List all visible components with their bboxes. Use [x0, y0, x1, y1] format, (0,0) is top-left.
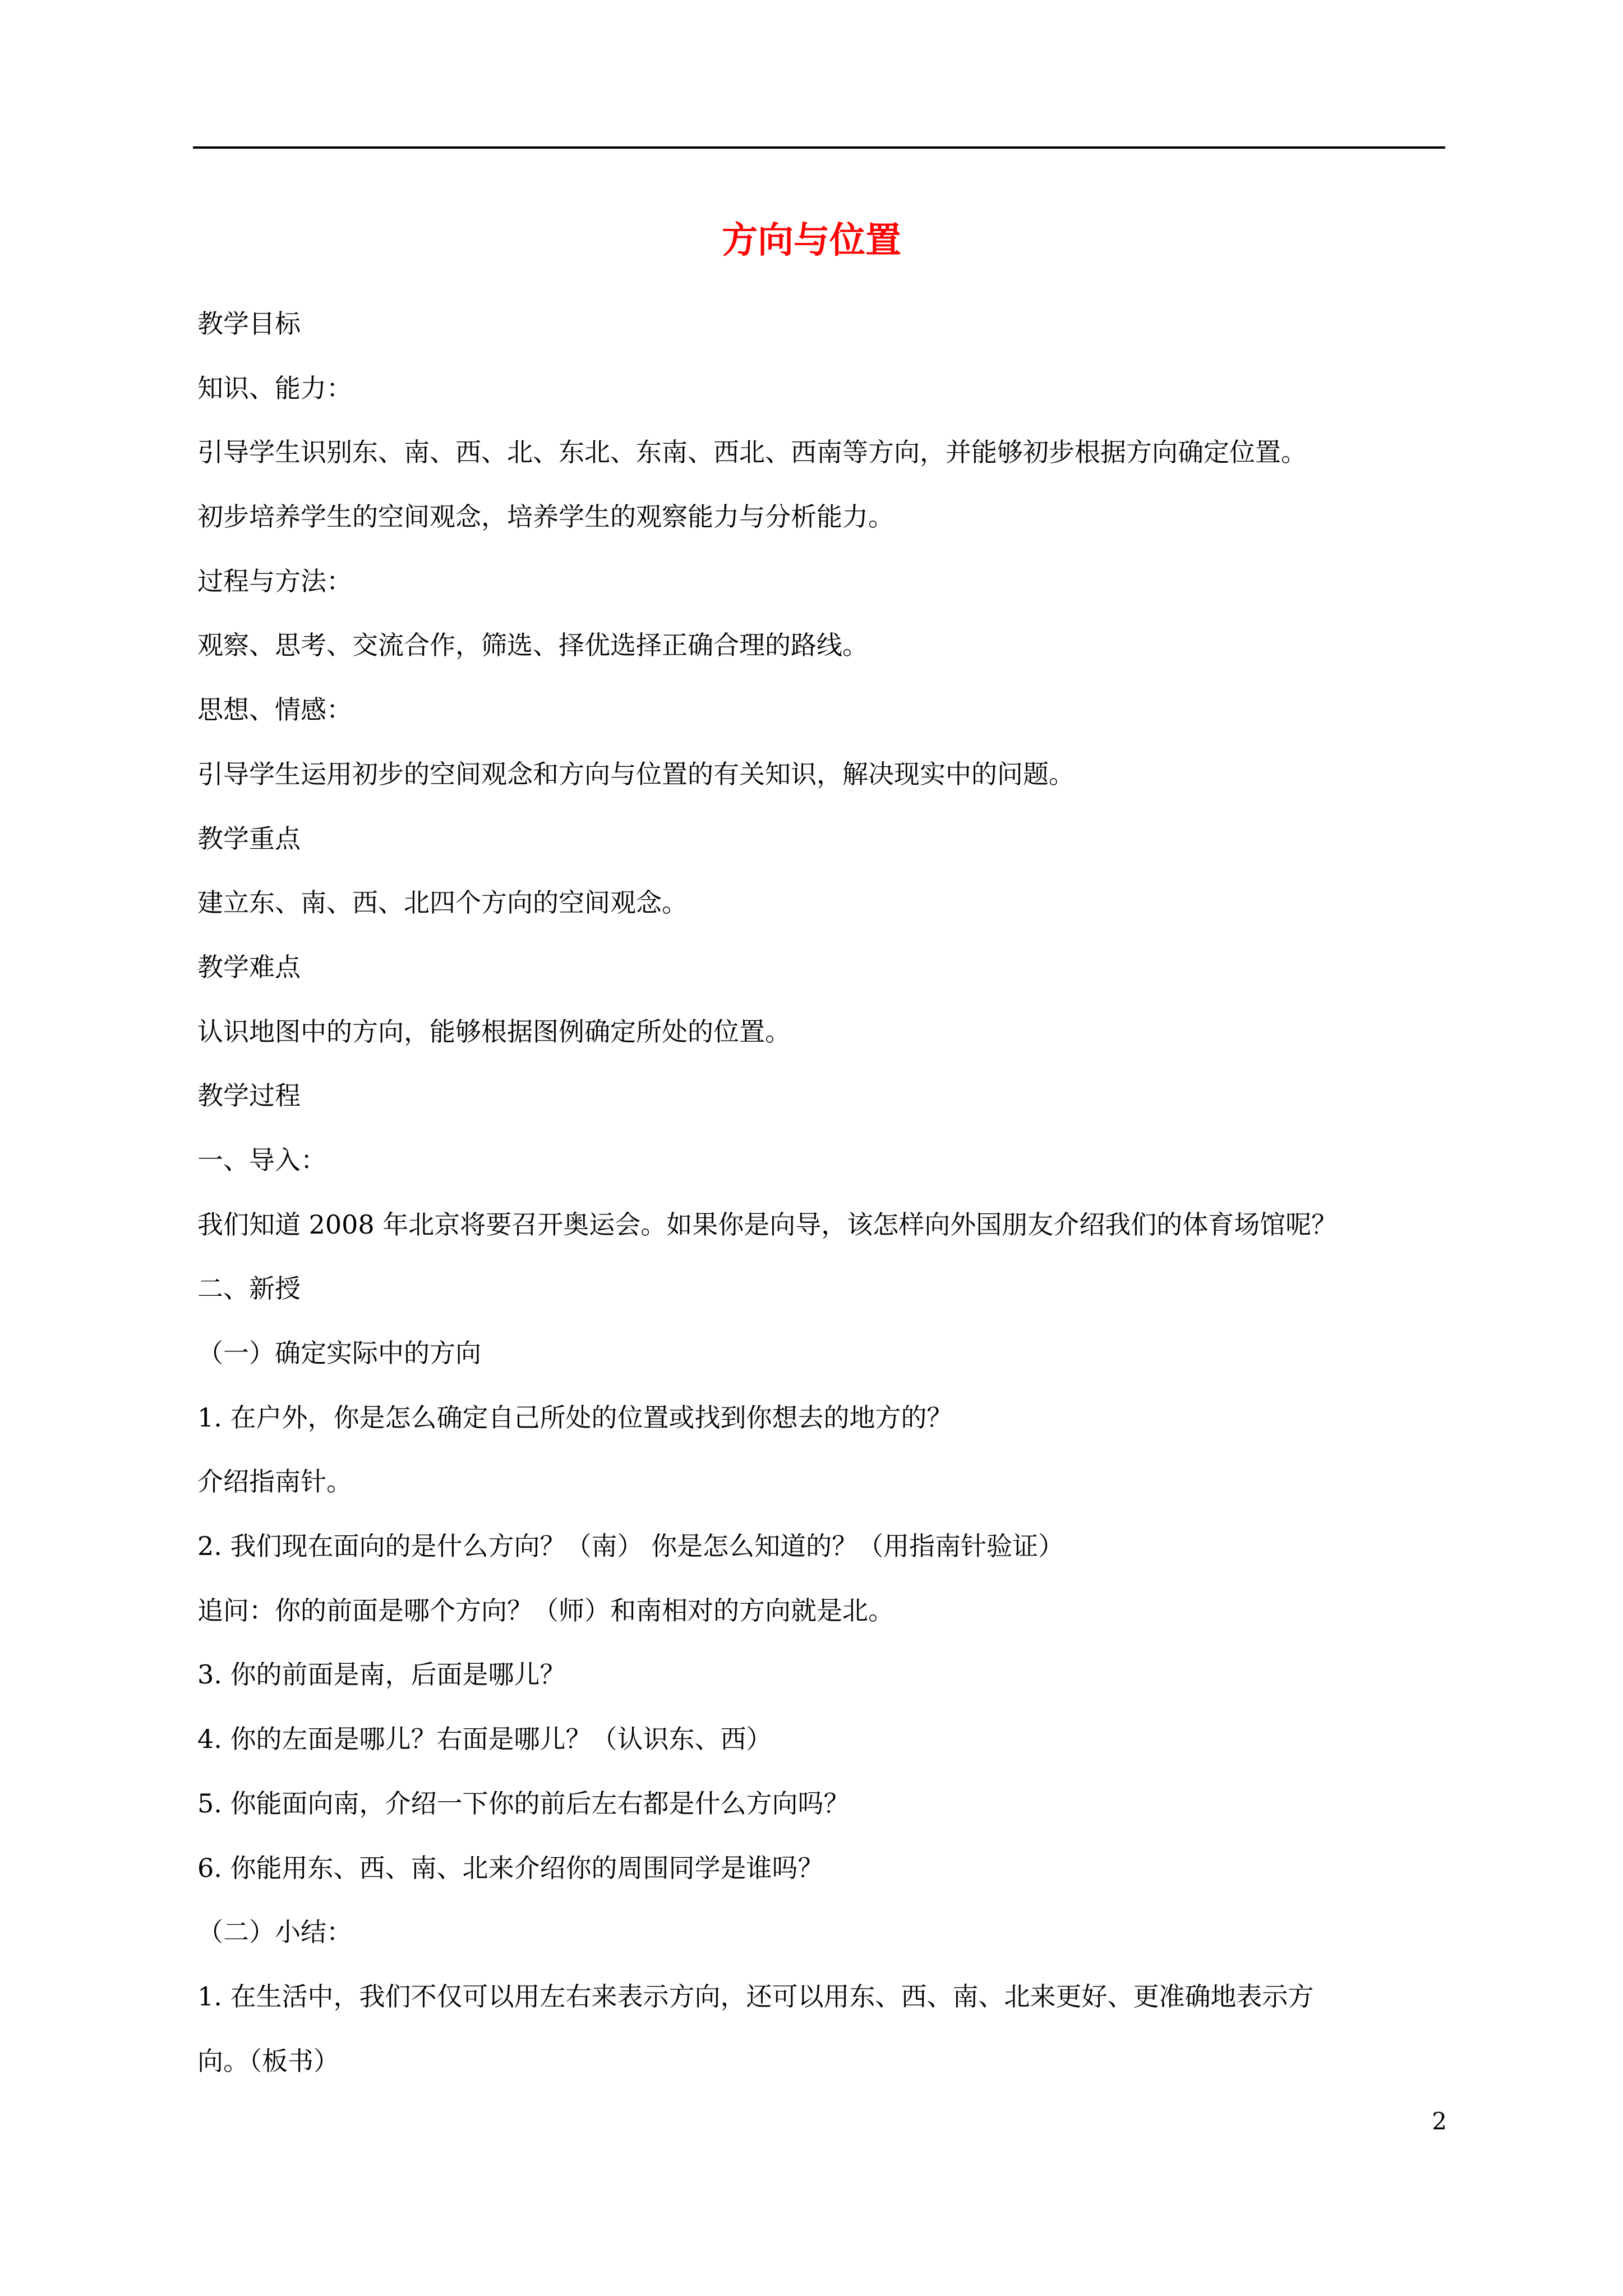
paragraph-line: 认识地图中的方向，能够根据图例确定所处的位置。 — [197, 1016, 791, 1047]
section-heading-process: 教学过程 — [197, 1080, 301, 1111]
paragraph-line: 观察、思考、交流合作，筛选、择优选择正确合理的路线。 — [197, 630, 868, 661]
list-item: 4. 你的左面是哪儿？右面是哪儿？（认识东、西） — [197, 1724, 772, 1755]
subheading-introduction: 一、导入： — [197, 1144, 326, 1175]
paragraph-line: 我们知道 2008 年北京将要召开奥运会。如果你是向导，该怎样向外国朋友介绍我们的体育场馆呢？ — [197, 1209, 1338, 1240]
subheading-knowledge-ability: 知识、能力： — [197, 372, 352, 403]
paragraph-line: 引导学生运用初步的空间观念和方向与位置的有关知识，解决现实中的问题。 — [197, 758, 1075, 789]
paragraph-line: 介绍指南针。 — [197, 1466, 352, 1497]
list-item: 3. 你的前面是南，后面是哪儿？ — [197, 1659, 566, 1690]
subheading-actual-direction: （一）确定实际中的方向 — [197, 1338, 481, 1368]
paragraph-line: 引导学生识别东、南、西、北、东北、东南、西北、西南等方向，并能够初步根据方向确定位置。 — [197, 437, 1307, 468]
paragraph-line: 初步培养学生的空间观念，培养学生的观察能力与分析能力。 — [197, 501, 894, 532]
paragraph-line: 建立东、南、西、北四个方向的空间观念。 — [197, 887, 688, 918]
subheading-thought-emotion: 思想、情感： — [197, 694, 352, 725]
document-body — [197, 292, 1459, 2093]
header-rule — [193, 146, 1445, 149]
document-title: 方向与位置 — [722, 219, 901, 261]
section-heading-difficulties: 教学难点 — [197, 951, 301, 982]
page-number: 2 — [1432, 2108, 1447, 2135]
list-item: 2. 我们现在面向的是什么方向？（南） 你是怎么知道的？（用指南针验证） — [197, 1531, 1064, 1562]
subheading-summary: （二）小结： — [197, 1917, 352, 1948]
paragraph-line: 追问：你的前面是哪个方向？（师）和南相对的方向就是北。 — [197, 1595, 894, 1626]
list-item: 1. 在户外，你是怎么确定自己所处的位置或找到你想去的地方的？ — [197, 1402, 953, 1433]
paragraph-line: 向。（板书） — [197, 2045, 339, 2076]
subheading-process-method: 过程与方法： — [197, 565, 352, 596]
list-item: 5. 你能面向南，介绍一下你的前后左右都是什么方向吗？ — [197, 1788, 850, 1819]
section-heading-key-points: 教学重点 — [197, 823, 301, 854]
subheading-new-lesson: 二、新授 — [197, 1273, 301, 1304]
section-heading-objectives: 教学目标 — [197, 309, 301, 339]
list-item: 1. 在生活中，我们不仅可以用左右来表示方向，还可以用东、西、南、北来更好、更准确地表示方 — [197, 1981, 1314, 2012]
list-item: 6. 你能用东、西、南、北来介绍你的周围同学是谁吗？ — [197, 1852, 824, 1883]
